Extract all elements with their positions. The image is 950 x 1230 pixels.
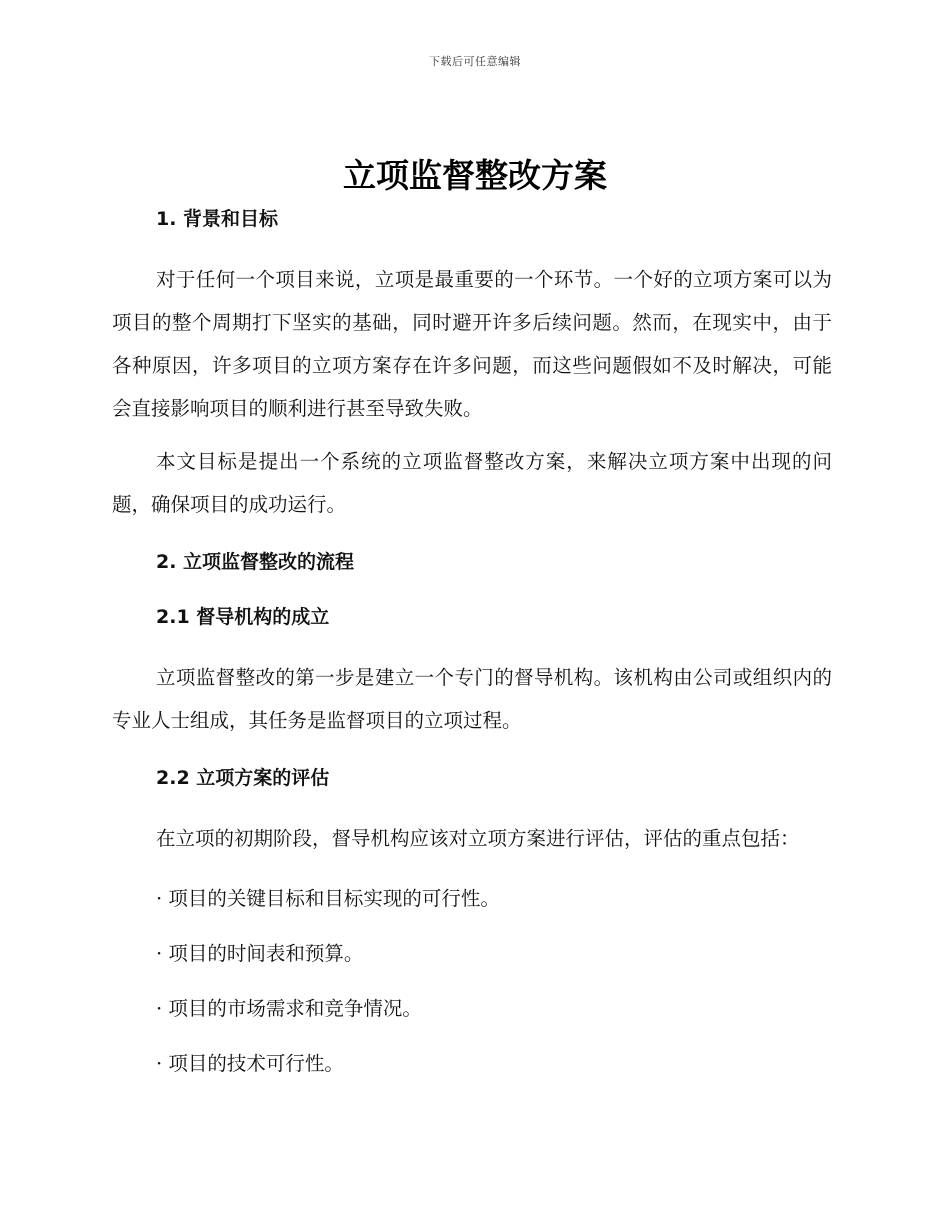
section-heading-2-1: 2.1 督导机构的成立	[156, 606, 330, 628]
paragraph: 立项监督整改的第一步是建立一个专门的督导机构。该机构由公司或组织内的专业人士组成，其任务是监督项目的立项过程。	[112, 666, 832, 732]
paragraph: 对于任何一个项目来说，立项是最重要的一个环节。一个好的立项方案可以为项目的整个周期打下坚实的基础，同时避开许多后续问题。然而，在现实中，由于各种原因，许多项目的立项方案存在许多问题，而这些问题假如不及时解决，可能会直接影响项目的顺利进行甚至导致失败。	[112, 268, 832, 420]
list-item: · 项目的技术可行性。	[156, 1052, 344, 1075]
document-title: 立项监督整改方案	[343, 156, 607, 195]
list-item: · 项目的关键目标和目标实现的可行性。	[156, 887, 500, 910]
page-header-note: 下载后可任意编辑	[429, 55, 521, 68]
section-heading-2: 2. 立项监督整改的流程	[156, 551, 355, 573]
paragraph: 本文目标是提出一个系统的立项监督整改方案，来解决立项方案中出现的问题，确保项目的成功运行。	[112, 450, 832, 516]
section-heading-2-2: 2.2 立项方案的评估	[156, 767, 330, 789]
paragraph: 在立项的初期阶段，督导机构应该对立项方案进行评估，评估的重点包括：	[156, 827, 800, 850]
list-item: · 项目的时间表和预算。	[156, 942, 364, 965]
section-heading-1: 1. 背景和目标	[156, 208, 279, 230]
document-body	[112, 203, 832, 1080]
list-item: · 项目的市场需求和竞争情况。	[156, 997, 422, 1020]
